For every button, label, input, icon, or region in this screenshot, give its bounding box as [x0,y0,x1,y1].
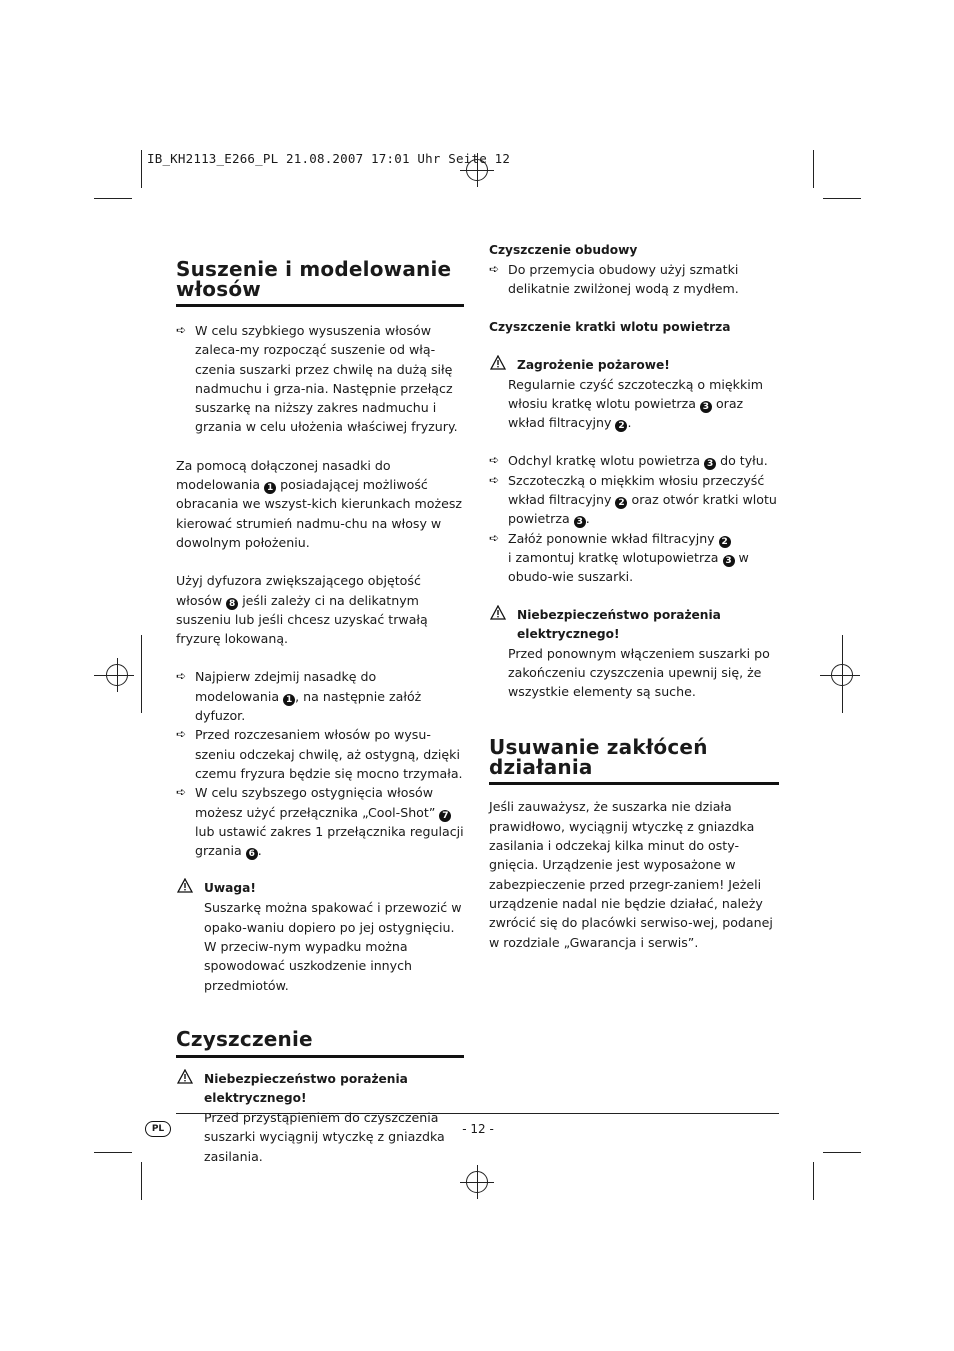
subheading: Czyszczenie obudowy [489,243,638,257]
registration-mark-icon [460,1165,494,1199]
part-number-badge: 1 [264,482,276,494]
list-item: ➪ Do przemycia obudowy użyj szmatki delikatnie zwilżonej wodą z mydłem. [489,262,739,297]
crop-mark [813,150,814,188]
right-column [489,241,779,952]
warning-title: Uwaga! [204,881,256,896]
warning-block [489,606,779,644]
warning-title: Zagrożenie pożarowe! [517,357,670,372]
list-item: ➪ Odchyl kratkę wlotu powietrza 3 do tyłu. [489,453,768,470]
list-item: ➪ Szczoteczką o miękkim włosiu przeczyść wkład filtracyjny 2 oraz otwór kratki wlotu powietrza 3 . [489,472,777,528]
part-number-badge: 3 [723,555,735,567]
list-item: ➪ Przed rozczesaniem włosów po wysu-szeniu odczekaj chwilę, aż ostygną, dzięki czemu fryzura będzie się mocno trzymała. [176,727,463,781]
warning-text: Regularnie czyść szczoteczką o miękkim włosiu kratkę wlotu powietrza 3 oraz wkład filtracyjny 2 . [508,376,764,432]
crop-mark [813,1162,814,1200]
warning-title: Niebezpieczeństwo porażenia elektrycznego! [517,607,721,641]
crop-mark [141,1162,142,1200]
warning-triangle-icon [177,878,193,894]
crop-mark [823,198,861,199]
section-title-drying: Suszenie i modelowanie włosów [176,257,452,301]
footer-rule [176,1113,779,1114]
language-badge: PL [145,1121,171,1137]
warning-block [176,879,464,994]
arrow-right-icon: ➪ [176,727,187,742]
part-number-badge: 2 [615,497,627,509]
arrow-right-icon: ➪ [489,262,500,276]
section-title-cleaning: Czyszczenie [176,1026,313,1051]
paragraph: Jeśli zauważysz, że suszarka nie działa prawidłowo, wyciągnij wtyczkę z gniazdka zasilania i odczekaj kilka minut do osty-gnięcia. Urządzenie jest wyposażone w zabezpieczenie przed przegr-zaniem! Jeżeli urządzenie nadal nie będzie działać, należy zwrócić się do placówki serwiso-wej, podanej w rozdziale „Gwarancja i serwis”. [489,799,773,950]
crop-mark [141,150,142,188]
print-header: IB_KH2113_E266_PL 21.08.2007 17:01 Uhr Seite 12 [147,151,511,166]
part-number-badge: 1 [283,694,295,706]
arrow-right-icon: ➪ [176,669,187,684]
arrow-right-icon: ➪ [489,453,500,468]
warning-text: Przed przystąpieniem do czyszczenia suszarki wyciągnij wtyczkę z gniazdka zasilania. [204,1109,445,1164]
crop-mark [141,635,142,713]
paragraph: Za pomocą dołączonej nasadki do modelowania 1 posiadającej możliwość obracania we wszyst-kich kierunkach możesz kierować strumień nadmu-chu na włosy w dowolnym położeniu. [176,457,463,550]
paragraph: Użyj dyfuzora zwiększającego objętość włosów 8 jeśli zależy ci na delikatnym suszeniu lub jeśli chcesz uzyskać trwałą fryzurę lokowaną. [176,573,428,647]
list-item [176,321,464,437]
arrow-right-icon: ➪ [176,323,187,337]
warning-triangle-icon [177,1069,193,1085]
part-number-badge: 3 [704,458,716,470]
crop-mark [94,198,132,199]
part-number-badge: 3 [574,516,586,528]
part-number-badge: 6 [246,848,258,860]
section-title-troubleshooting: Usuwanie zakłóceń działania [489,735,708,780]
part-number-badge: 2 [615,420,627,432]
warning-block [176,1070,464,1166]
list-item-text: W celu szybkiego wysuszenia włosów zaleca-my rozpocząć suszenie od włą-czenia suszarki przez chwilę na dużą siłę nadmuchu i grza-nia. Następnie przełącz suszarkę na niższy zakres nadmuchu i grzania w celu ułożenia właściwej fryzury. [195,323,458,435]
part-number-badge: 8 [226,598,238,610]
part-number-badge: 3 [700,401,712,413]
list-item: ➪ W celu szybszego ostygnięcia włosów możesz użyć przełącznika „Cool-Shot” 7 lub ustawić zakres 1 przełącznika regulacji grzania 6 . [176,785,464,860]
crop-mark [94,675,134,676]
crop-mark [842,635,843,713]
warning-text: Suszarkę można spakować i przewozić w opako-waniu dopiero po jej ostygnięciu. W przeciw-nym wypadku można spowodować uszkodzenie innych przedmiotów. [204,900,462,993]
list-item: ➪ Najpierw zdejmij nasadkę do modelowania 1 , na następnie załóż dyfuzor. [176,669,422,724]
crop-mark [820,675,860,676]
crop-mark [94,1152,132,1153]
part-number-badge: 2 [719,536,731,548]
subheading: Czyszczenie kratki wlotu powietrza [489,319,731,334]
page-number: - 12 - [462,1122,494,1136]
crop-mark [823,1152,861,1153]
arrow-right-icon: ➪ [489,472,500,487]
warning-block [489,356,779,375]
arrow-right-icon: ➪ [176,785,187,800]
warning-triangle-icon [490,605,506,621]
warning-triangle-icon [490,355,506,371]
left-column [176,259,464,1166]
warning-text: Przed ponownym włączeniem suszarki po zakończeniu czyszczenia upewnij się, że wszystkie elementy są suche. [508,645,770,700]
arrow-right-icon: ➪ [489,530,500,545]
warning-title: Niebezpieczeństwo porażenia elektrycznego! [204,1071,408,1105]
list-item: ➪ Załóż ponownie wkład filtracyjny 2 i zamontuj kratkę wlotupowietrza 3 w obudo-wie suszarki. [489,530,749,585]
part-number-badge: 7 [439,810,451,822]
